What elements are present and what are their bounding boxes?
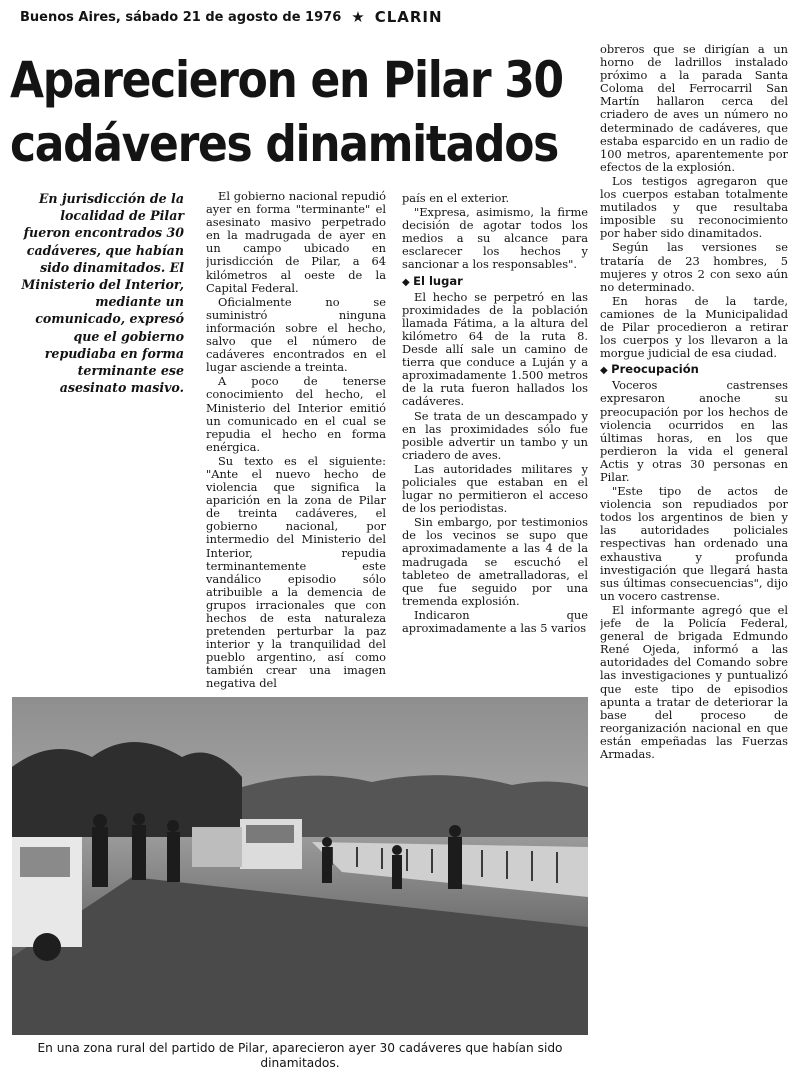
dateline: [20, 6, 600, 28]
paragraph: Los testigos agregaron que los cuerpos estaban totalmente mutilados y que resultaba imposible su reconocimiento por haber sido dinamitados.: [600, 173, 788, 241]
paragraph: El informante agregó que el jefe de la Policía Federal, general de brigada Edmundo René Ojeda, informó a las autoridades del Comando sobre las investigaciones y puntualizó que este tipo de episodios apunta a tratar de deteriorar la base del proceso de reorganización nacional en que están empeñadas las Fuerzas Armadas.: [600, 602, 788, 761]
paragraph: A poco de tenerse conocimiento del hecho, el Ministerio del Interior emitió un comunicado en el cual se repudia el hecho en forma enérgica.: [206, 374, 386, 454]
paragraph: Voceros castrenses expresaron anoche su preocupación por los hechos de violencia ocurridos en las últimas horas, en los que perdieron la vida el general Actis y otras 30 personas en Pilar.: [600, 378, 788, 484]
lead-paragraph: En jurisdicción de la localidad de Pilar fueron encontrados 30 cadáveres, que habían sido dinamitados. El Ministerio del Interior, mediante un comunicado, expresó que el gobierno repudiaba en forma terminante ese asesinato masivo.: [21, 191, 184, 396]
paragraph: El hecho se perpetró en las proximidades de la población llamada Fátima, a la altura del kilómetro 64 de la ruta 8. Desde allí sale un camino de tierra que conduce a Luján y a aproximadamente 1.500 metros de la ruta fueron hallados los cadáveres.: [402, 289, 588, 409]
newspaper-name: CLARIN: [374, 8, 443, 26]
dateline-date: Buenos Aires, sábado 21 de agosto de 1976: [20, 9, 342, 25]
paragraph: Según las versiones se trataría de 23 hombres, 5 mujeres y otros 2 con sexo aún no determinado.: [600, 240, 788, 294]
paragraph: Sin embargo, por testimonios de los vecinos se supo que aproximadamente a las 4 de la madrugada se escuchó el tableteo de ametralladoras, el que fue seguido por una tremenda explosión.: [402, 515, 588, 608]
article-column-3: [600, 43, 788, 1075]
star-icon: ★: [351, 8, 365, 26]
photo-caption: En una zona rural del partido de Pilar, aparecieron ayer 30 cadáveres que habían sido dinamitados.: [37, 1041, 563, 1070]
paragraph: "Este tipo de actos de violencia son repudiados por todos los argentinos de bien y las autoridades policiales respectivas han ordenado una exhaustiva y profunda investigación que llegará hasta sus últimas consecuencias", dijo un vocero castrense.: [600, 484, 788, 603]
headline-line-1: Aparecieron en Pilar 30: [10, 51, 563, 109]
headline-line-2: cadáveres dinamitados: [10, 115, 558, 173]
paragraph: Se trata de un descampado y en las proximidades sólo fue posible advertir un tambo y un criadero de aves.: [402, 408, 588, 462]
subhead-preocupacion: ◆ Preocupación: [600, 363, 788, 377]
paragraph: Las autoridades militares y policiales que estaban en el lugar no permitieron el acceso de los periodistas.: [402, 461, 588, 516]
paragraph: país en el exterior.: [402, 192, 510, 205]
subhead-el-lugar: ◆ El lugar: [402, 275, 588, 289]
article-column-1: [206, 190, 386, 690]
article-column-2: [402, 192, 588, 692]
paragraph: Oficialmente no se suministró ninguna información sobre el hecho, salvo que el número de cadáveres encontrados en el lugar asciende a treinta.: [206, 294, 386, 375]
paragraph: Indicaron que aproximadamente a las 5 varios: [402, 607, 588, 635]
paragraph: El gobierno nacional repudió ayer en forma "terminante" el asesinato masivo perpetrado en la madrugada de ayer en un campo ubicado en jurisdicción de Pilar, a 64 kilómetros al oeste de la Capital Federal.: [206, 190, 386, 295]
paragraph: Su texto es el siguiente: "Ante el nuevo hecho de violencia que significa la aparición en la zona de Pilar de treinta cadáveres, el gobierno nacional, por intermedio del Ministerio del Interior, repudia terminantemente este vandálico episodio sólo atribuible a la demencia de grupos irracionales que con hechos de esta naturaleza pretenden perturbar la paz interior y la tranquilidad del pueblo argentino, así como también crear una imagen negativa del: [206, 453, 386, 690]
paragraph: "Expresa, asimismo, la firme decisión de agotar todos los medios a su alcance para esclarecer los hechos y sancionar a los responsables".: [402, 205, 588, 272]
headline: [10, 48, 600, 176]
rural-field-photo-illustration: [12, 697, 588, 1035]
paragraph: En horas de la tarde, camiones de la Municipalidad de Pilar procedieron a retirar los cuerpos y los llevaron a la morgue judicial de esa ciudad.: [600, 293, 788, 361]
news-photo: [12, 697, 588, 1035]
paragraph: obreros que se dirigían a un horno de ladrillos instalado próximo a la parada Santa Coloma del Ferrocarril San Martín hallaron cerca del criadero de aves un número no determinado de cadáveres, que estaba esparcido en un radio de 100 metros, aparentemente por efectos de la explosión.: [600, 43, 788, 174]
